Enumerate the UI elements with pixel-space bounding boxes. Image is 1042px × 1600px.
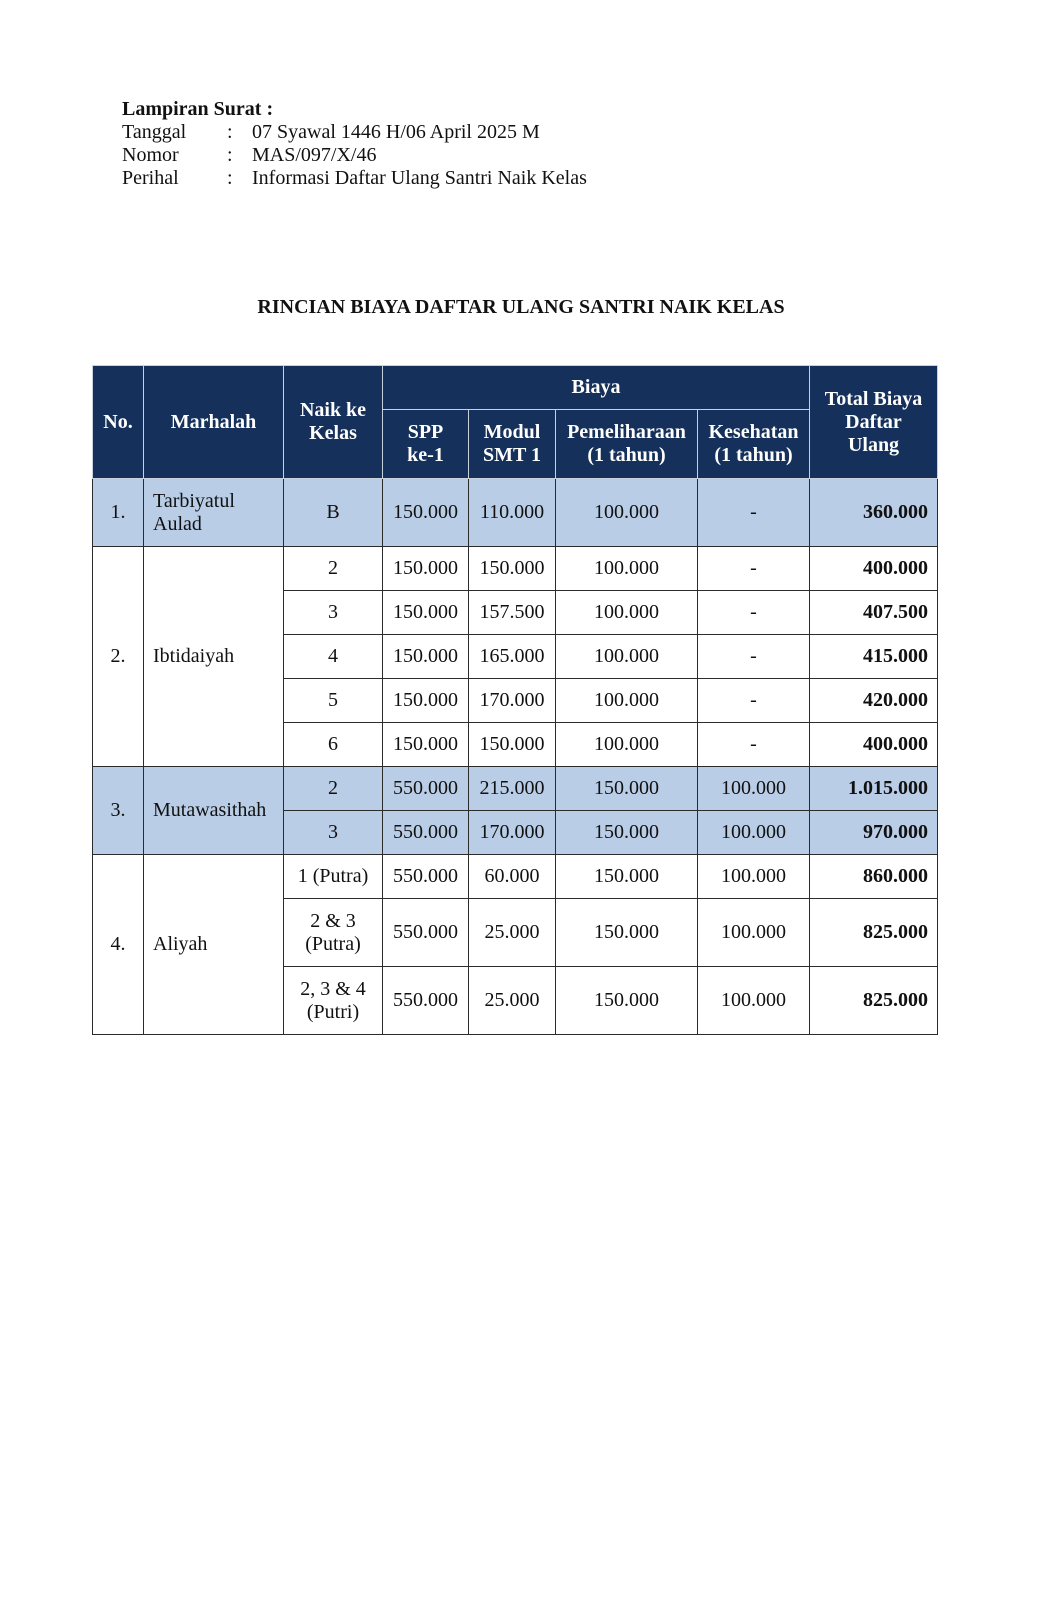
- header-value: Informasi Daftar Ulang Santri Naik Kelas: [252, 167, 587, 189]
- cell-total: 1.015.000: [810, 767, 938, 811]
- header-no: No.: [93, 366, 144, 479]
- table-row: [93, 547, 938, 591]
- cell-total: 415.000: [810, 635, 938, 679]
- cell-no: 2.: [93, 547, 144, 767]
- cell-pemeliharaan: 100.000: [556, 591, 698, 635]
- cell-pemeliharaan: 100.000: [556, 479, 698, 547]
- cell-kelas: 6: [284, 723, 383, 767]
- cell-spp: 150.000: [383, 591, 469, 635]
- header-key: Nomor: [122, 144, 179, 166]
- cell-total: 407.500: [810, 591, 938, 635]
- header-marhalah: Marhalah: [144, 366, 284, 479]
- header-colon: :: [227, 144, 233, 166]
- cell-spp: 550.000: [383, 855, 469, 899]
- cell-kesehatan: -: [698, 679, 810, 723]
- cell-modul: 150.000: [469, 723, 556, 767]
- lampiran-label: Lampiran Surat :: [122, 98, 274, 120]
- cell-kelas: 2: [284, 767, 383, 811]
- header-value: 07 Syawal 1446 H/06 April 2025 M: [252, 121, 540, 143]
- cell-pemeliharaan: 150.000: [556, 811, 698, 855]
- cell-kesehatan: 100.000: [698, 967, 810, 1035]
- cell-modul: 215.000: [469, 767, 556, 811]
- cell-pemeliharaan: 100.000: [556, 547, 698, 591]
- cell-spp: 550.000: [383, 811, 469, 855]
- cell-kesehatan: 100.000: [698, 767, 810, 811]
- header-total: Total Biaya Daftar Ulang: [810, 366, 938, 479]
- cell-spp: 550.000: [383, 967, 469, 1035]
- cell-kesehatan: -: [698, 723, 810, 767]
- cell-kelas: 2: [284, 547, 383, 591]
- cell-kelas: 5: [284, 679, 383, 723]
- header-naik-kelas: Naik ke Kelas: [284, 366, 383, 479]
- cell-spp: 150.000: [383, 635, 469, 679]
- header-colon: :: [227, 121, 233, 143]
- cell-modul: 150.000: [469, 547, 556, 591]
- cell-pemeliharaan: 150.000: [556, 767, 698, 811]
- cell-total: 860.000: [810, 855, 938, 899]
- header-key: Perihal: [122, 167, 179, 189]
- header-spp: SPP ke-1: [383, 410, 469, 479]
- cell-modul: 110.000: [469, 479, 556, 547]
- header-row-tanggal: [122, 121, 587, 144]
- cell-kesehatan: -: [698, 479, 810, 547]
- cell-total: 360.000: [810, 479, 938, 547]
- cell-marhalah: Ibtidaiyah: [144, 547, 284, 767]
- cell-spp: 550.000: [383, 767, 469, 811]
- cell-total: 825.000: [810, 899, 938, 967]
- cell-modul: 25.000: [469, 899, 556, 967]
- cell-marhalah: Mutawasithah: [144, 767, 284, 855]
- cell-modul: 170.000: [469, 679, 556, 723]
- header-value: MAS/097/X/46: [252, 144, 377, 166]
- cell-kesehatan: 100.000: [698, 855, 810, 899]
- header-pemeliharaan: Pemeliharaan (1 tahun): [556, 410, 698, 479]
- cell-modul: 60.000: [469, 855, 556, 899]
- cell-no: 1.: [93, 479, 144, 547]
- cell-pemeliharaan: 150.000: [556, 899, 698, 967]
- cell-total: 420.000: [810, 679, 938, 723]
- header-kesehatan: Kesehatan (1 tahun): [698, 410, 810, 479]
- cell-pemeliharaan: 100.000: [556, 679, 698, 723]
- cell-spp: 150.000: [383, 547, 469, 591]
- cell-kesehatan: 100.000: [698, 899, 810, 967]
- cell-kelas: 2, 3 & 4 (Putri): [284, 967, 383, 1035]
- header-colon: :: [227, 167, 233, 189]
- table-row: [93, 479, 938, 547]
- cell-kelas: B: [284, 479, 383, 547]
- cell-total: 825.000: [810, 967, 938, 1035]
- header-biaya: Biaya: [383, 366, 810, 410]
- cell-total: 400.000: [810, 723, 938, 767]
- cell-no: 4.: [93, 855, 144, 1035]
- cell-total: 970.000: [810, 811, 938, 855]
- header-modul: Modul SMT 1: [469, 410, 556, 479]
- cell-marhalah: Aliyah: [144, 855, 284, 1035]
- cell-kelas: 2 & 3 (Putra): [284, 899, 383, 967]
- table-row: [93, 855, 938, 899]
- cell-spp: 550.000: [383, 899, 469, 967]
- cell-kesehatan: -: [698, 635, 810, 679]
- cell-pemeliharaan: 100.000: [556, 723, 698, 767]
- header-row-nomor: [122, 144, 587, 167]
- header-key: Tanggal: [122, 121, 187, 143]
- cell-kelas: 3: [284, 591, 383, 635]
- table-row: [93, 767, 938, 811]
- cell-spp: 150.000: [383, 479, 469, 547]
- letter-header: [122, 98, 587, 190]
- cell-spp: 150.000: [383, 723, 469, 767]
- cell-kesehatan: -: [698, 591, 810, 635]
- cell-modul: 165.000: [469, 635, 556, 679]
- cell-pemeliharaan: 150.000: [556, 967, 698, 1035]
- cell-kelas: 1 (Putra): [284, 855, 383, 899]
- fee-table: [92, 365, 938, 1035]
- cell-marhalah: Tarbiyatul Aulad: [144, 479, 284, 547]
- header-row-perihal: [122, 167, 587, 190]
- cell-no: 3.: [93, 767, 144, 855]
- cell-spp: 150.000: [383, 679, 469, 723]
- cell-modul: 157.500: [469, 591, 556, 635]
- cell-pemeliharaan: 100.000: [556, 635, 698, 679]
- cell-pemeliharaan: 150.000: [556, 855, 698, 899]
- document-title: RINCIAN BIAYA DAFTAR ULANG SANTRI NAIK KELAS: [257, 296, 785, 318]
- cell-kesehatan: -: [698, 547, 810, 591]
- cell-kelas: 3: [284, 811, 383, 855]
- cell-modul: 170.000: [469, 811, 556, 855]
- cell-total: 400.000: [810, 547, 938, 591]
- cell-modul: 25.000: [469, 967, 556, 1035]
- cell-kelas: 4: [284, 635, 383, 679]
- cell-kesehatan: 100.000: [698, 811, 810, 855]
